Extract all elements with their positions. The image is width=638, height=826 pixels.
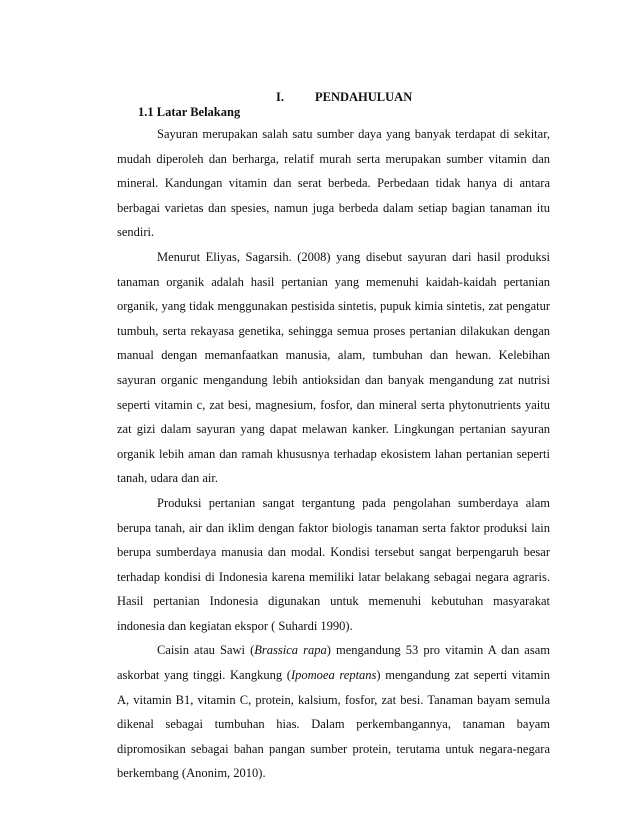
body-text bbox=[117, 122, 550, 786]
paragraph bbox=[117, 491, 550, 639]
italic-term: Brassica rapa bbox=[254, 643, 327, 658]
paragraph-text: Menurut Eliyas, Sagarsih. (2008) yang disebut sayuran dari hasil produksi tanaman organik adalah hasil pertanian yang memenuhi kaidah-kaidah pertanian organik, yang tidak menggunakan pestisida sintetis, pupuk kimia sintetis, zat pengatur tumbuh, serta rekayasa genetika, sehingga semua proses pertanian dilakukan dengan manual dengan memanfaatkan manusia, alam, tumbuhan dan hewan. Kelebihan sayuran organic mengandung lebih antioksidan dan banyak mengandung zat nutrisi seperti vitamin c, zat besi, magnesium, fosfor, dan mineral serta phytonutrients yaitu zat gizi dalam sayuran yang dapat melawan kanker. Lingkungan pertanian sayuran organik lebih aman dan ramah khususnya terhadap ekosistem lahan pertanian seperti tanah, udara dan air. bbox=[117, 249, 550, 486]
chapter-title: PENDAHULUAN bbox=[315, 90, 413, 104]
paragraph bbox=[117, 122, 550, 245]
paragraph-text: Sayuran merupakan salah satu sumber daya yang banyak terdapat di sekitar, mudah diperoleh dan berharga, relatif murah serta merupakan sumber vitamin dan mineral. Kandungan vitamin dan serat berbeda. Perbedaan tidak hanya di antara berbagai varietas dan spesies, namun juga berbeda dalam setiap bagian tanaman itu sendiri. bbox=[117, 127, 550, 240]
italic-term: Ipomoea reptans bbox=[290, 668, 377, 683]
paragraph-text: ) mengandung zat seperti vitamin A, vitamin B1, vitamin C, protein, kalsium, fosfor, zat besi. Tanaman bayam semula dikenal sebagai tumbuhan hias. Dalam perkembangannya, tanaman bayam dipromosikan sebagai bahan pangan sumber protein, terutama untuk negara-negara berkembang (Anonim, 2010). bbox=[117, 668, 550, 781]
section-heading: 1.1 Latar Belakang bbox=[138, 105, 241, 119]
chapter-number: I. bbox=[276, 90, 284, 104]
paragraph-text: Caisin atau Sawi ( bbox=[157, 643, 255, 658]
paragraph-text: Produksi pertanian sangat tergantung pada pengolahan sumberdaya alam berupa tanah, air dan iklim dengan faktor biologis tanaman serta faktor produksi lain berupa sumberdaya manusia dan modal. Kondisi tersebut sangat berpengaruh besar terhadap kondisi di Indonesia karena memiliki latar belakang sebagai negara agraris. Hasil pertanian Indonesia digunakan untuk memenuhi kebutuhan masyarakat indonesia dan kegiatan ekspor ( Suhardi 1990). bbox=[117, 495, 550, 633]
paragraph bbox=[117, 245, 550, 491]
paragraph-text: ) mengandung 53 pro vitamin A dan asam askorbat yang tinggi. Kangkung ( bbox=[117, 643, 550, 683]
chapter-heading bbox=[0, 88, 638, 106]
paragraph bbox=[117, 638, 550, 786]
